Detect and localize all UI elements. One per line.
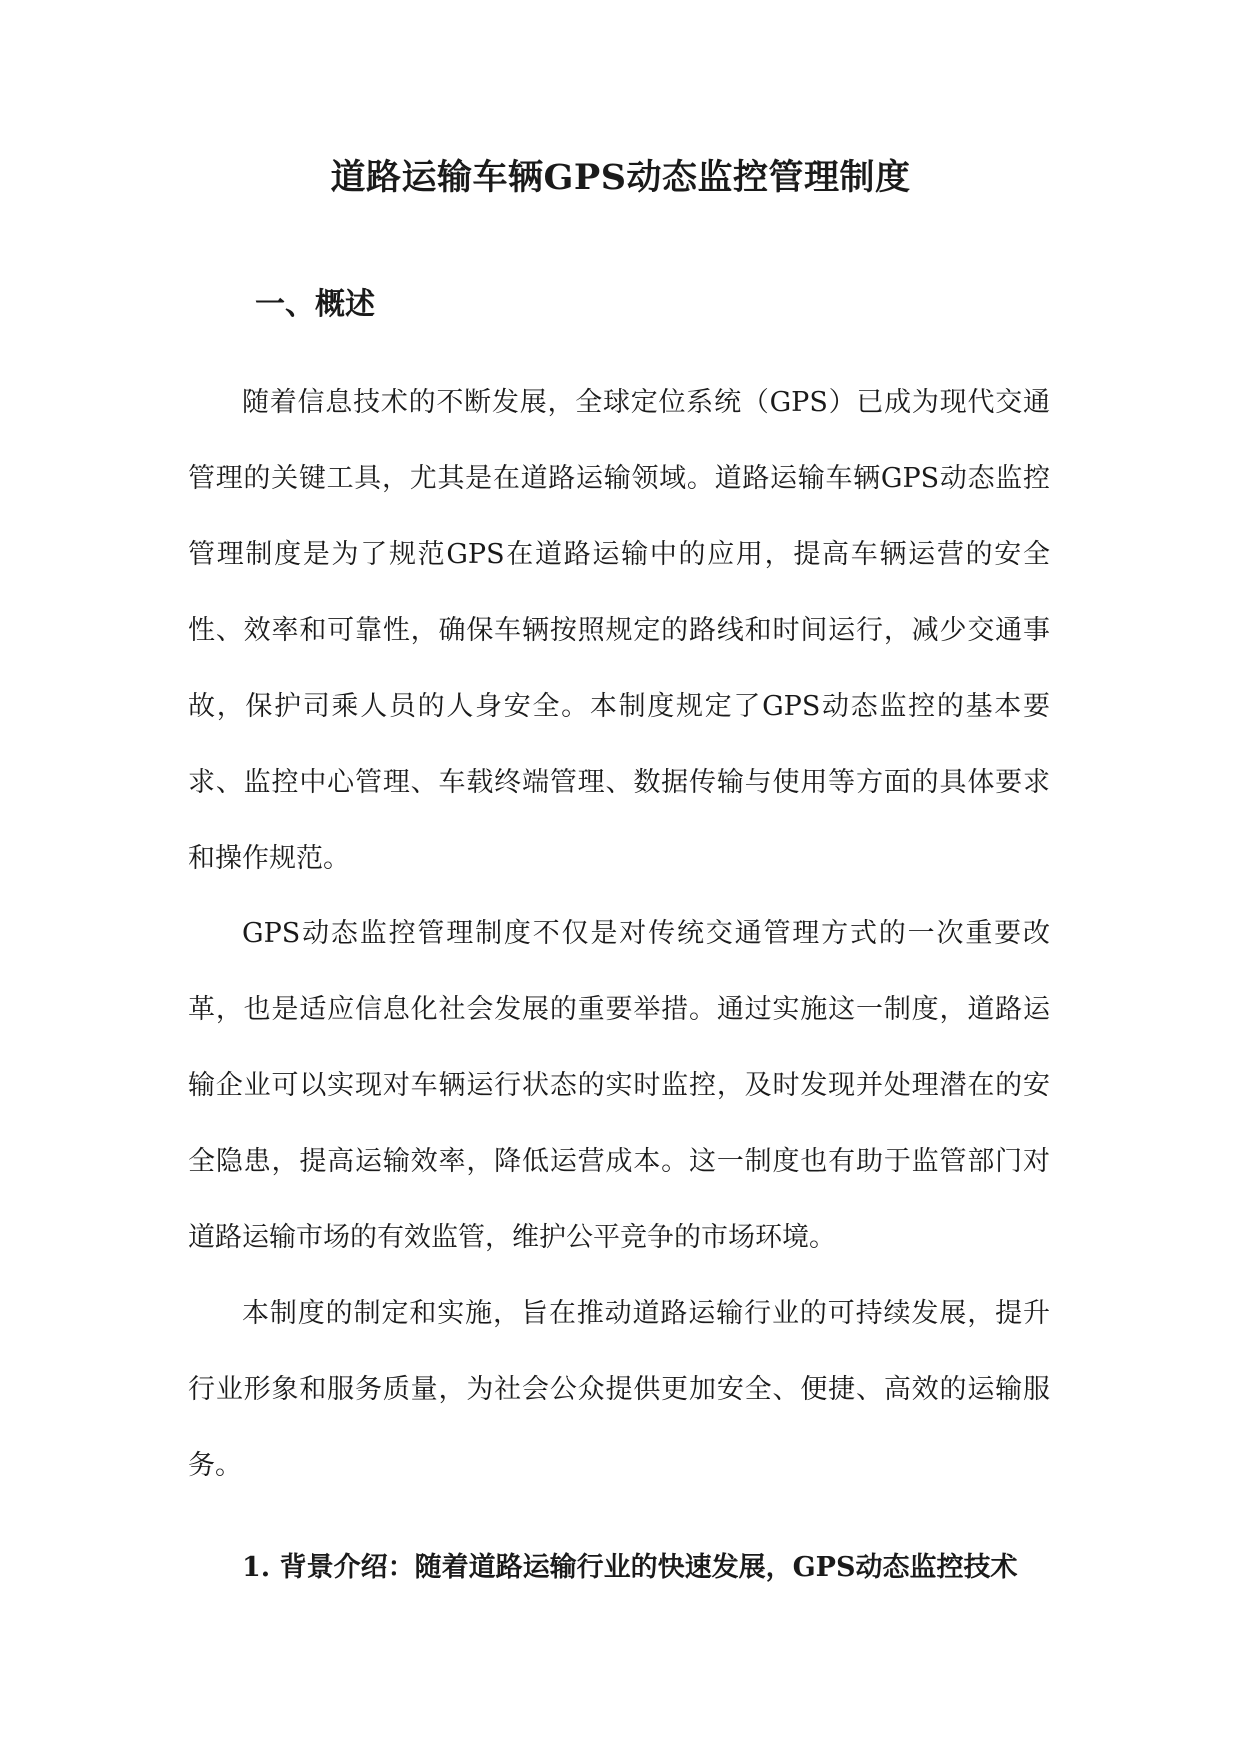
paragraph-overview-2: GPS动态监控管理制度不仅是对传统交通管理方式的一次重要改革，也是适应信息化社会发展的重要举措。通过实施这一制度，道路运输企业可以实现对车辆运行状态的实时监控，及时发现并处理潜在的安全隐患，提高运输效率，降低运营成本。这一制度也有助于监管部门对道路运输市场的有效监管，维护公平竞争的市场环境。 (188, 918, 1050, 1253)
document-title: 道路运输车辆GPS动态监控管理制度 (330, 157, 911, 198)
list-item-background: 1. 背景介绍：随着道路运输行业的快速发展，GPS动态监控技术 (242, 1552, 1018, 1583)
paragraph-overview-1: 随着信息技术的不断发展，全球定位系统（GPS）已成为现代交通管理的关键工具，尤其是在道路运输领域。道路运输车辆GPS动态监控管理制度是为了规范GPS在道路运输中的应用，提高车辆运营的安全性、效率和可靠性，确保车辆按照规定的路线和时间运行，减少交通事故，保护司乘人员的人身安全。本制度规定了GPS动态监控的基本要求、监控中心管理、车载终端管理、数据传输与使用等方面的具体要求和操作规范。 (188, 387, 1050, 874)
section-heading: 一、概述 (255, 287, 375, 322)
paragraph-overview-3: 本制度的制定和实施，旨在推动道路运输行业的可持续发展，提升行业形象和服务质量，为社会公众提供更加安全、便捷、高效的运输服务。 (188, 1298, 1050, 1481)
